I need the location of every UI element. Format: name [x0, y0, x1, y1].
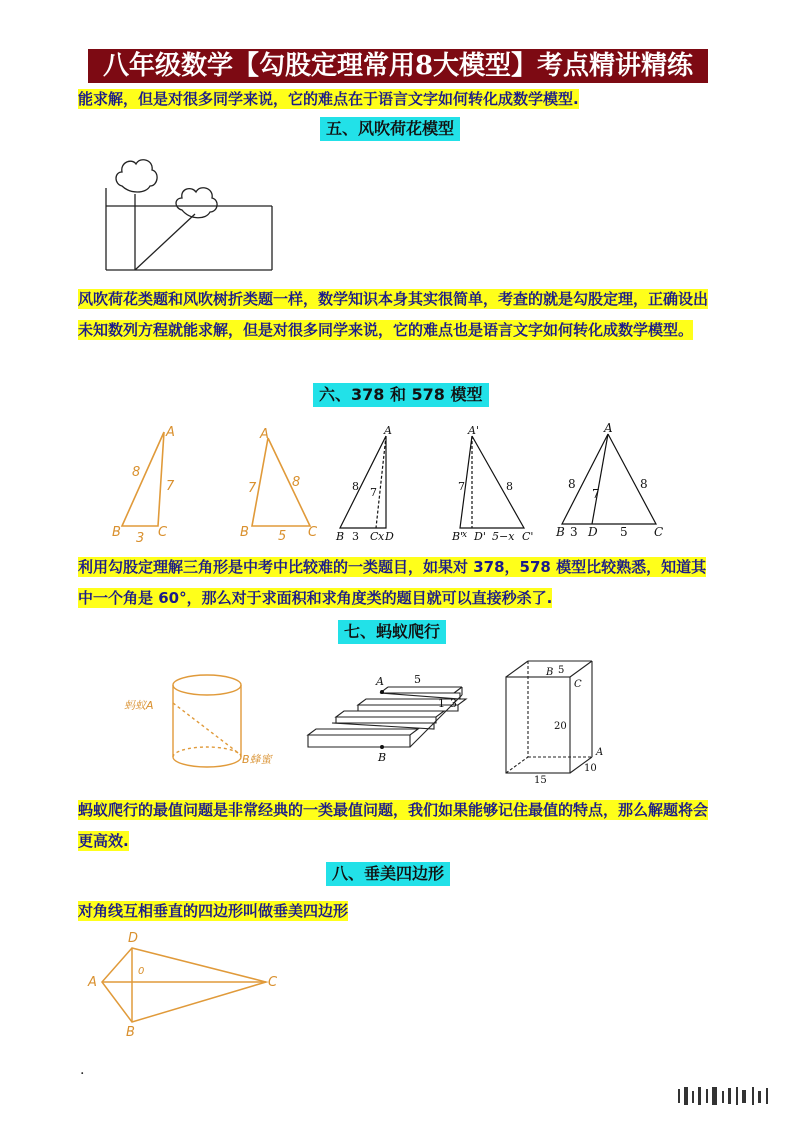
- vertex-label: C: [574, 679, 582, 690]
- section-heading-perpendicular-quadrilateral: 八、垂美四边形: [326, 862, 450, 886]
- point-b-marker: [380, 745, 384, 749]
- intro-text: 能求解，但是对很多同学来说，它的难点在于语言文字如何转化成数学模型.: [78, 90, 579, 108]
- segment-label: x: [378, 530, 385, 543]
- lotus-pond-figure: [100, 150, 280, 275]
- section-paragraph-perpendicular-quadrilateral: 对角线互相垂直的四边形叫做垂美四边形: [78, 902, 349, 920]
- dimension-label: 1: [438, 697, 445, 710]
- point-a-marker: [380, 690, 384, 694]
- vertex-label: D': [474, 530, 486, 543]
- vertex-label: B': [452, 530, 464, 543]
- vertex-label: C: [308, 525, 318, 540]
- vertex-label: B: [546, 667, 554, 678]
- vertex-label: C: [654, 525, 664, 539]
- section-heading-ant-crawl: 七、蚂蚁爬行: [338, 620, 446, 644]
- side-label: 5−x: [492, 530, 515, 543]
- vertex-label: C: [158, 525, 168, 540]
- ant-label: 蚂蚁A: [124, 699, 154, 712]
- side-label: 8: [506, 480, 513, 493]
- dimension-label: 20: [554, 721, 567, 732]
- side-label: 7: [370, 486, 377, 499]
- dimension-label: 15: [534, 775, 547, 785]
- vertex-label: A: [260, 427, 269, 442]
- section-paragraph-wind-lotus: 风吹荷花类题和风吹树折类题一样，数学知识本身其实很简单，考查的就是勾股定理，正确设出未知数列方程就能求解，但是对很多同学来说，它的难点也是语言文字如何转化成数学模型。: [78, 290, 709, 339]
- section-paragraph-ant-crawl: 蚂蚁爬行的最值问题是非常经典的一类最值问题，我们如果能够记住最值的特点，那么解题将会更高效.: [78, 801, 709, 850]
- triangles-378-578-figure: [108, 420, 698, 550]
- triangle-578-printed-a: [460, 436, 524, 528]
- center-label: 0: [138, 966, 145, 977]
- triangle-378-printed: [340, 436, 386, 528]
- ant-crawl-figure: [110, 655, 610, 785]
- side-label: 7: [248, 481, 257, 496]
- vertex-label: D: [385, 530, 394, 543]
- vertex-label: D: [128, 931, 139, 946]
- side-label: 8: [132, 465, 141, 480]
- side-label: 3: [352, 530, 359, 543]
- section-heading-wind-lotus: 五、风吹荷花模型: [320, 117, 460, 141]
- dimension-label: 5: [414, 673, 421, 686]
- section-paragraph-378-578: 利用勾股定理解三角形是中考中比较难的一类题目，如果对 378，578 模型比较熟悉，知道其中一个角是 60°，那么对于求面积和求角度类的题目就可以直接秒杀了.: [78, 558, 707, 607]
- side-label: 8: [352, 480, 359, 493]
- vertex-label: B: [378, 751, 387, 764]
- vertex-label: B: [336, 530, 345, 543]
- vertex-label: A: [384, 424, 392, 437]
- segment-label: x: [462, 530, 468, 540]
- stairs-shape: [308, 687, 466, 747]
- vertex-label: B: [112, 525, 121, 540]
- vertex-label: C: [268, 975, 278, 990]
- perpendicular-quadrilateral-figure: [80, 930, 300, 1040]
- side-label: 8: [568, 477, 576, 491]
- dimension-label: 3: [450, 697, 457, 710]
- dimension-label: 10: [584, 763, 597, 774]
- side-label: 3: [136, 531, 145, 546]
- triangle-578-hand: [252, 438, 310, 526]
- vertex-label: B: [126, 1025, 135, 1040]
- lotus-flower-upright: [116, 160, 157, 192]
- side-label: 3: [570, 525, 578, 539]
- side-label: 7: [458, 480, 465, 493]
- page-title: 八年级数学【勾股定理常用8大模型】考点精讲精练: [88, 49, 708, 83]
- vertex-label: A': [468, 424, 479, 437]
- vertex-label: C': [522, 530, 534, 543]
- side-label: 8: [640, 477, 648, 491]
- side-label: 7: [592, 487, 600, 501]
- vertex-label: B: [240, 525, 249, 540]
- vertex-label: A: [376, 675, 384, 688]
- cylinder-shape: [173, 675, 241, 767]
- dimension-label: 5: [558, 665, 565, 676]
- vertex-label: C: [370, 530, 379, 543]
- vertex-label: B: [556, 525, 565, 539]
- vertex-label: A: [596, 747, 604, 758]
- lotus-stem-blown: [135, 214, 195, 270]
- triangle-378-hand-a: [122, 432, 164, 526]
- vertex-label: A: [88, 975, 97, 990]
- honey-label: B蜂蜜: [242, 753, 272, 766]
- trailing-mark: .: [80, 1062, 85, 1078]
- vertex-label: A: [166, 425, 175, 440]
- lotus-flower-blown: [176, 188, 217, 218]
- side-label: 5: [620, 525, 628, 539]
- side-label: 7: [166, 479, 175, 494]
- footer-logo-mark: [676, 1085, 772, 1107]
- section-heading-378-578: 六、378 和 578 模型: [313, 383, 489, 407]
- vertex-label: D: [588, 525, 598, 539]
- side-label: 5: [278, 529, 287, 544]
- side-label: 8: [292, 475, 301, 490]
- vertex-label: A: [604, 421, 613, 435]
